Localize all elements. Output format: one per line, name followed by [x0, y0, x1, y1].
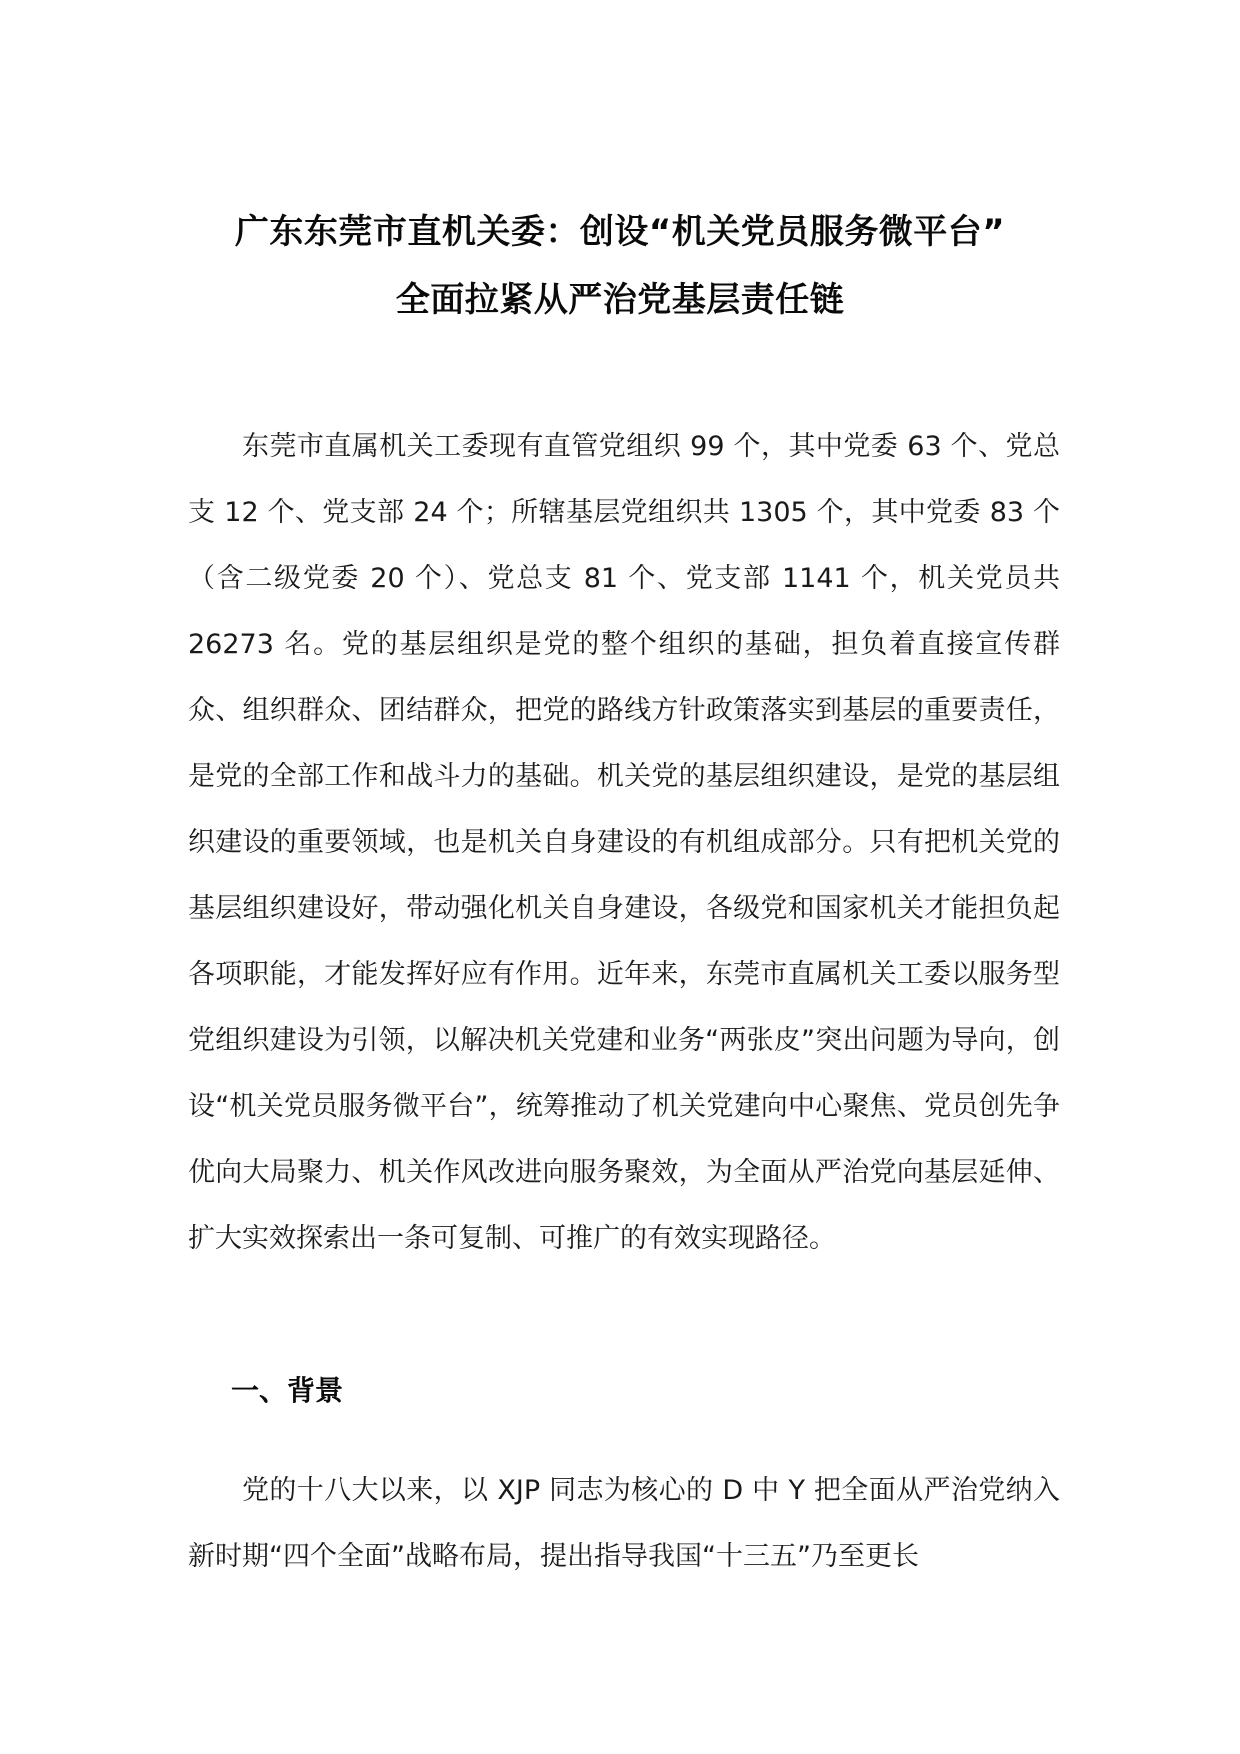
section-heading-background: 一、背景: [231, 1374, 344, 1407]
title-line-2: 全面拉紧从严治党基层责任链: [395, 280, 845, 320]
body-paragraph-intro: 东莞市直属机关工委现有直管党组织 99 个，其中党委 63 个、党总支 12 个、党支部 24 个；所辖基层党组织共 1305 个，其中党委 83 个（含二级党委 20 个）、党总支 81 个、党支部 1141 个，机关党员共 26273 名。党的基层组织是党的整个组织的基础，担负着直接宣传群众、组织群众、团结群众，把党的路线方针政策落实到基层的重要责任，是党的全部工作和战斗力的基础。机关党的基层组织建设，是党的基层组织建设的重要领域，也是机关自身建设的有机组成部分。只有把机关党的基层组织建设好，带动强化机关自身建设，各级党和国家机关才能担负起各项职能，才能发挥好应有作用。近年来，东莞市直属机关工委以服务型党组织建设为引领，以解决机关党建和业务“两张皮”突出问题为导向，创设“机关党员服务微平台”，统筹推动了机关党建向中心聚焦、党员创先争优向大局聚力、机关作风改进向服务聚效，为全面从严治党向基层延伸、扩大实效探索出一条可复制、可推广的有效实现路径。: [188, 431, 1060, 1254]
document-title: [150, 198, 1090, 334]
title-line-1: 广东东莞市直机关委：创设“机关党员服务微平台”: [234, 212, 1006, 252]
body-paragraph-background: 党的十八大以来，以 XJP 同志为核心的 D 中 Y 把全面从严治党纳入新时期“四个全面”战略布局，提出指导我国“十三五”乃至更长: [188, 1475, 1060, 1572]
